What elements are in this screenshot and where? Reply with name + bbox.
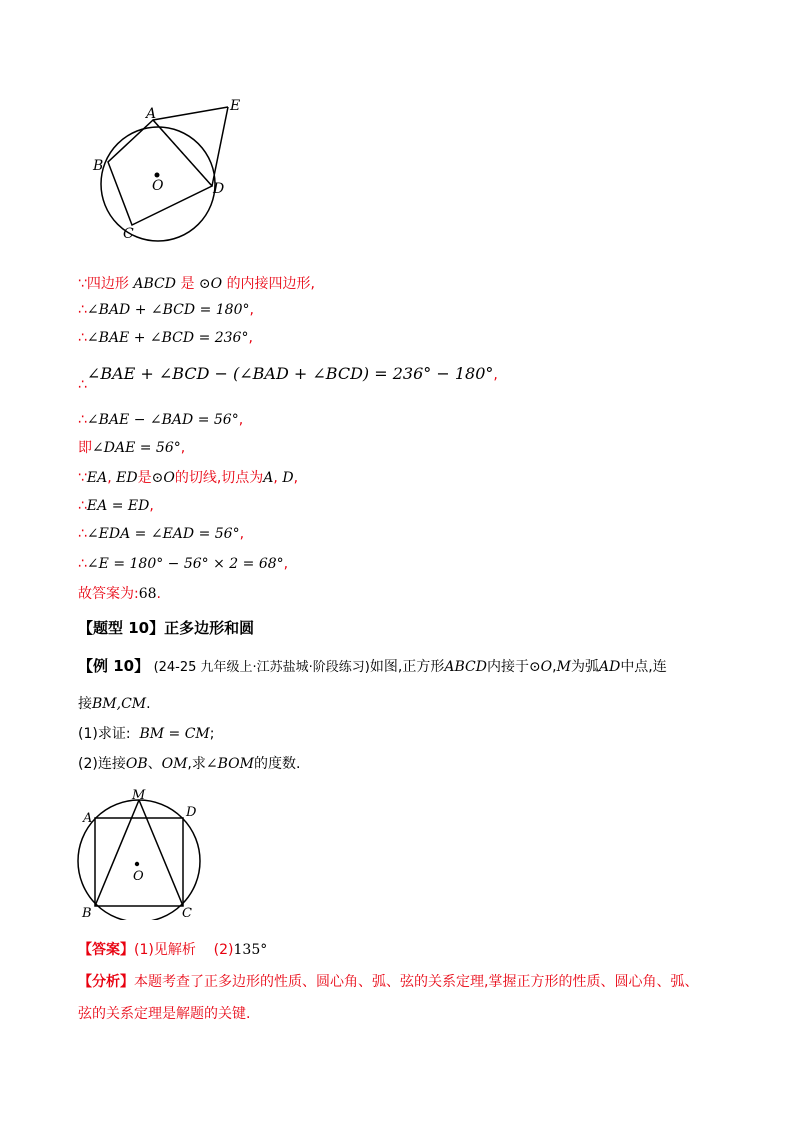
solution-line-5: [78, 410, 243, 430]
l11-pre: 故答案为:: [78, 586, 139, 602]
l7-math-5: D: [282, 470, 294, 486]
example-line2-pre: 接: [78, 696, 92, 712]
analysis-tag: 【分析】: [78, 974, 134, 990]
l7-pre: ∵: [78, 470, 87, 486]
q1-pre: (1)求证:: [78, 726, 131, 742]
l6-math: ∠DAE = 56°: [92, 440, 181, 456]
l6-pre: 即: [78, 440, 92, 456]
q1-math: BM = CM: [139, 726, 210, 742]
l1-post: 的内接四边形,: [226, 276, 316, 292]
label-c: C: [123, 226, 134, 242]
label-a2: A: [83, 811, 93, 826]
center-dot-2: [135, 862, 139, 866]
l5-pre: ∴: [78, 412, 87, 428]
q2-mid: ,求: [187, 756, 206, 772]
l11-post: .: [156, 586, 161, 602]
analysis-text-2: 弦的关系定理是解题的关键.: [78, 1006, 251, 1022]
l3-math: ∠BAE + ∠BCD = 236°: [86, 330, 249, 346]
q2-math-1: OB: [125, 756, 148, 772]
l5-math: ∠BAE − ∠BAD = 56°: [86, 412, 239, 428]
l2-math: ∠BAD + ∠BCD = 180°: [86, 302, 250, 318]
question-1: [78, 724, 215, 744]
label-d2: D: [186, 805, 197, 820]
l4-pre: ∴: [78, 377, 87, 393]
example-math-4: AD: [598, 659, 621, 675]
example-text-5: 中点,连: [620, 659, 667, 675]
l7-post: ,: [293, 470, 299, 486]
l7-math-2: ED: [116, 470, 138, 486]
l6-post: ,: [180, 440, 186, 456]
l7-math-4: A: [263, 470, 274, 486]
analysis-text-1: 本题考查了正多边形的性质、圆心角、弧、弦的关系定理,掌握正方形的性质、圆心角、弧、: [134, 974, 699, 990]
tangent-de: [212, 107, 228, 186]
l3-post: ,: [248, 330, 253, 346]
l10-math: ∠E = 180° − 56° × 2 = 68°: [86, 556, 284, 572]
example-text-1: 如图,正方形: [369, 659, 445, 675]
l2-post: ,: [249, 302, 254, 318]
example-text-4: 为弧: [570, 659, 599, 675]
figure-inscribed-square: [70, 786, 210, 920]
solution-line-1: [78, 274, 315, 294]
l7-sep2: ,: [273, 470, 283, 486]
l5-post: ,: [238, 412, 244, 428]
l7-sep: ,: [107, 470, 117, 486]
label-c2: C: [182, 906, 192, 920]
segment-cm: [139, 800, 183, 906]
solution-line-2: ∴∠BAD + ∠BCD = 180°,: [78, 302, 254, 318]
l1-math-1: ABCD: [133, 276, 176, 292]
label-o2: O: [133, 869, 144, 884]
l1-pre: ∵四边形: [78, 276, 129, 292]
l7-mid: 是: [137, 470, 152, 486]
l9-math: ∠EDA = ∠EAD = 56°: [86, 526, 240, 542]
l11-math: 68: [138, 586, 157, 602]
segment-bm: [95, 800, 139, 906]
label-m: M: [132, 788, 146, 803]
section-title: 【题型 10】正多边形和圆: [78, 619, 255, 637]
example-line-2: [78, 694, 151, 714]
l9-post: ,: [239, 526, 245, 542]
example-math-1: ABCD: [444, 659, 487, 675]
square-abcd: [95, 818, 183, 906]
l7-mid2: 的切线,切点为: [174, 470, 264, 486]
label-b2: B: [82, 906, 92, 920]
l7-math-1: EA: [86, 470, 108, 486]
l1-mid: 是: [180, 276, 195, 292]
solution-line-8: [78, 496, 154, 516]
solution-line-10: [78, 554, 288, 574]
solution-line-11: [78, 584, 161, 604]
example-tag: 【例 10】: [78, 657, 150, 675]
example-line-1: [78, 656, 667, 678]
q2-math-3: ∠BOM: [205, 756, 254, 772]
example-source: (24-25 九年级上·江苏盐城·阶段练习): [153, 660, 370, 675]
l10-post: ,: [283, 556, 289, 572]
label-o: O: [152, 178, 164, 194]
q2-pre: (2)连接: [78, 756, 126, 772]
example-math-3: M: [556, 659, 571, 675]
example-text-3: ,: [552, 659, 557, 675]
solution-line-7: [78, 468, 298, 488]
tangent-ae: [153, 107, 228, 120]
figure-circle-quadrilateral-tangents: [84, 92, 260, 244]
example-line2-post: .: [146, 696, 151, 712]
example-text-2: 内接于: [486, 659, 529, 675]
analysis-line-2: [78, 1004, 250, 1024]
label-d: D: [213, 181, 225, 197]
answer-tag: 【答案】: [78, 942, 134, 958]
l7-math-3: ⊙O: [151, 470, 175, 486]
center-dot: [155, 173, 160, 178]
answer-line: [78, 940, 267, 960]
q2-math-2: OM: [161, 756, 188, 772]
l8-pre: ∴: [78, 498, 87, 514]
q2-post: 的度数.: [253, 756, 301, 772]
l10-pre: ∴: [78, 556, 87, 572]
q2-sep: 、: [147, 756, 162, 772]
label-b: B: [93, 158, 104, 174]
q1-post: ;: [209, 726, 215, 742]
l8-math: EA = ED: [86, 498, 150, 514]
l4-math: ∠BAE + ∠BCD − (∠BAD + ∠BCD) = 236° − 180°: [86, 364, 494, 383]
solution-line-9: [78, 524, 244, 544]
solution-line-3: ∴∠BAE + ∠BCD = 236°,: [78, 330, 253, 346]
solution-line-4: [78, 364, 498, 393]
l8-post: ,: [149, 498, 154, 514]
answer-2-value: 135°: [233, 942, 268, 958]
example-math-2: ⊙O: [528, 659, 553, 675]
answer-1: (1)见解析: [134, 942, 196, 958]
quadrilateral-abcd: [108, 120, 212, 225]
label-a: A: [146, 106, 157, 122]
label-e: E: [230, 98, 241, 114]
analysis-line-1: [78, 972, 698, 992]
l1-math-2: ⊙O: [198, 276, 223, 292]
l9-pre: ∴: [78, 526, 87, 542]
question-2: [78, 754, 300, 774]
example-line2-math: BM,CM: [92, 696, 147, 712]
answer-2: (2): [213, 942, 234, 958]
l4-post: ,: [493, 367, 498, 383]
solution-line-6: [78, 438, 185, 458]
